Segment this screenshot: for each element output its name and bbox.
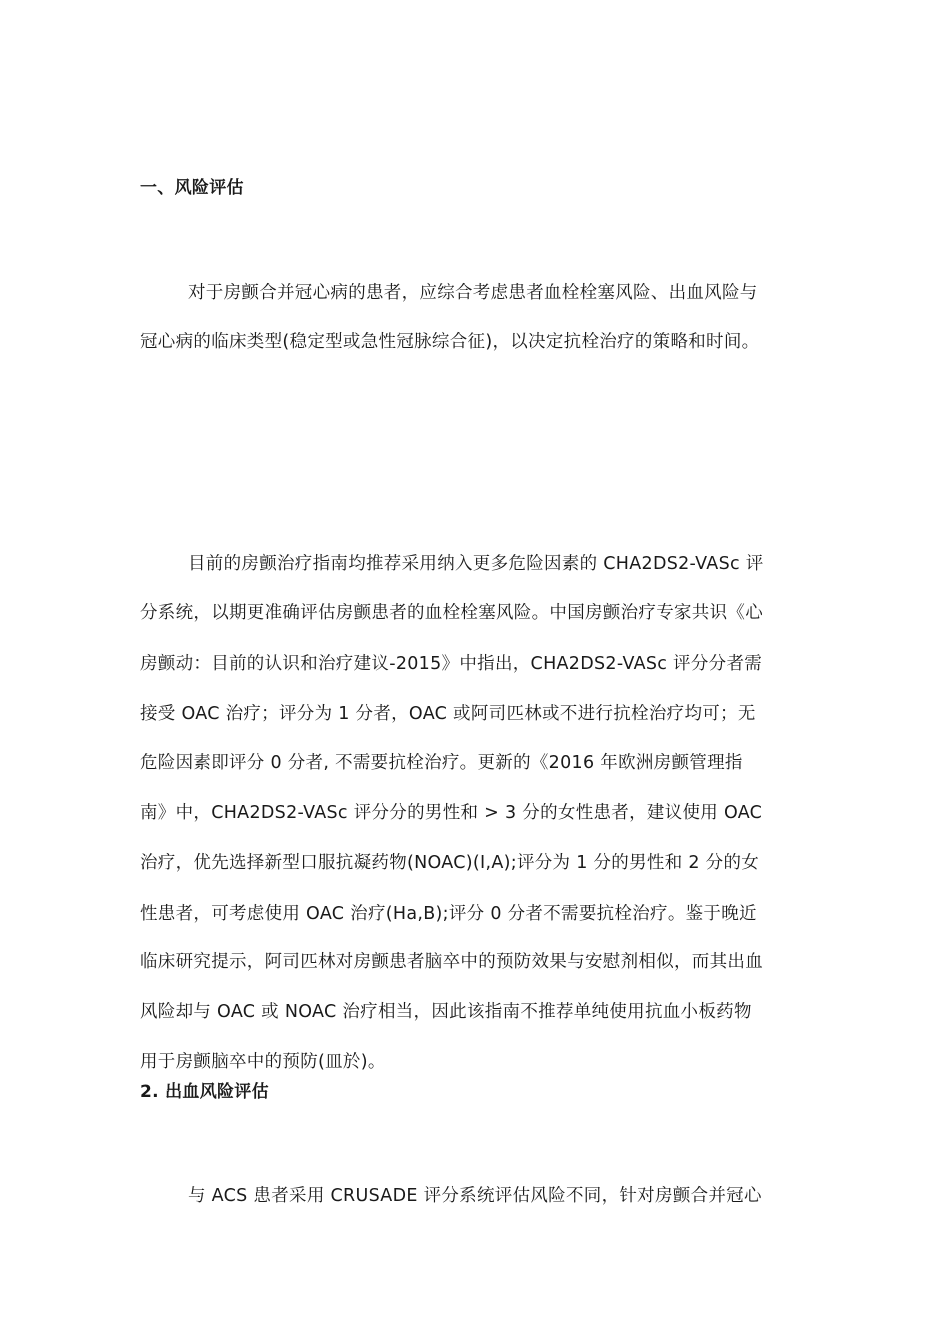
paragraph-2-line: 南》中，CHA2DS2-VASc 评分分的男性和 > 3 分的女性患者，建议使用 OAC — [140, 803, 763, 823]
paragraph-2-line: 接受 OAC 治疗；评分为 1 分者，OAC 或阿司匹林或不进行抗栓治疗均可；无 — [140, 704, 756, 724]
paragraph-1-line: 冠心病的临床类型(稳定型或急性冠脉综合征)，以决定抗栓治疗的策略和时间。 — [140, 332, 760, 352]
paragraph-2-line: 分系统，以期更准确评估房颤患者的血栓栓塞风险。中国房颤治疗专家共识《心 — [140, 603, 763, 623]
paragraph-2-line: 风险却与 OAC 或 NOAC 治疗相当，因此该指南不推荐单纯使用抗血小板药物 — [140, 1002, 752, 1022]
paragraph-2-line: 危险因素即评分 0 分者, 不需要抗栓治疗。更新的《2016 年欧洲房颤管理指 — [140, 753, 743, 773]
paragraph-3-line: 与 ACS 患者采用 CRUSADE 评分系统评估风险不同，针对房颤合并冠心 — [188, 1186, 762, 1206]
paragraph-1-line: 对于房颤合并冠心病的患者，应综合考虑患者血栓栓塞风险、出血风险与 — [188, 283, 758, 303]
paragraph-2-line: 治疗，优先选择新型口服抗凝药物(NOAC)(I,A);评分为 1 分的男性和 2 分的女 — [140, 853, 760, 873]
paragraph-2-line: 性患者，可考虑使用 OAC 治疗(Ha,B);评分 0 分者不需要抗栓治疗。鉴于晚近 — [140, 904, 757, 924]
paragraph-2-line: 房颤动：目前的认识和治疗建议-2015》中指出，CHA2DS2-VASc 评分分者需 — [140, 654, 763, 674]
section-1-heading: 一、风险评估 — [140, 178, 244, 198]
section-2-heading: 2. 出血风险评估 — [140, 1082, 269, 1102]
paragraph-2-line: 临床研究提示，阿司匹林对房颤患者脑卒中的预防效果与安慰剂相似，而其出血 — [140, 952, 763, 972]
paragraph-2-line: 目前的房颤治疗指南均推荐采用纳入更多危险因素的 CHA2DS2-VASc 评 — [188, 554, 764, 574]
paragraph-2-line: 用于房颤脑卒中的预防(皿於)。 — [140, 1052, 386, 1072]
